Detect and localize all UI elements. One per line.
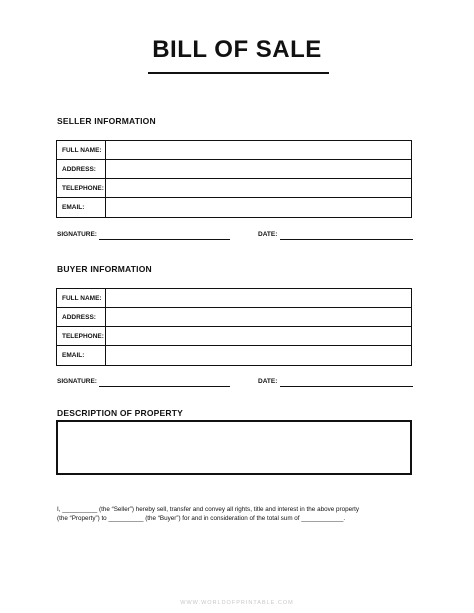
buyer-signature-field[interactable]: [99, 386, 230, 387]
buyer-telephone-field[interactable]: [106, 327, 411, 345]
seller-address-row: [57, 160, 411, 179]
buyer-address-label: ADDRESS:: [57, 308, 106, 326]
buyer-date-label: DATE:: [258, 378, 278, 385]
buyer-full-name-row: [57, 289, 411, 308]
seller-full-name-label: FULL NAME:: [57, 141, 106, 159]
buyer-section-heading: BUYER INFORMATION: [57, 264, 152, 274]
seller-telephone-row: [57, 179, 411, 198]
buyer-address-field[interactable]: [106, 308, 411, 326]
footer-watermark: WWW.WORLDOFPRINTABLE.COM: [180, 600, 294, 606]
seller-section-heading: SELLER INFORMATION: [57, 116, 156, 126]
buyer-full-name-label: FULL NAME:: [57, 289, 106, 307]
buyer-full-name-field[interactable]: [106, 289, 411, 307]
buyer-telephone-row: [57, 327, 411, 346]
buyer-signature-line: [57, 378, 413, 388]
seller-date-label: DATE:: [258, 231, 278, 238]
seller-email-row: [57, 198, 411, 217]
buyer-email-label: EMAIL:: [57, 346, 106, 365]
seller-address-label: ADDRESS:: [57, 160, 106, 178]
seller-signature-field[interactable]: [99, 239, 230, 240]
seller-full-name-field[interactable]: [106, 141, 411, 159]
buyer-date-field[interactable]: [280, 386, 413, 387]
seller-email-field[interactable]: [106, 198, 411, 217]
seller-signature-label: SIGNATURE:: [57, 231, 97, 238]
conveyance-statement: [57, 505, 417, 523]
seller-info-table: [56, 140, 412, 218]
statement-line-2: (the “Property”) to __________ (the “Buyer”) for and in consideration of the total sum of ____________.: [57, 515, 346, 522]
seller-email-label: EMAIL:: [57, 198, 106, 217]
title-underline: [148, 72, 329, 74]
seller-full-name-row: [57, 141, 411, 160]
buyer-info-table: [56, 288, 412, 366]
seller-signature-line: [57, 231, 413, 241]
description-field[interactable]: [56, 420, 412, 475]
statement-line-1: I, __________ (the “Seller”) hereby sell, transfer and convey all rights, title and interest in the above property: [57, 506, 360, 513]
document-title: BILL OF SALE: [152, 36, 322, 63]
buyer-email-field[interactable]: [106, 346, 411, 365]
buyer-address-row: [57, 308, 411, 327]
seller-address-field[interactable]: [106, 160, 411, 178]
seller-telephone-label: TELEPHONE:: [57, 179, 106, 197]
description-section-heading: DESCRIPTION OF PROPERTY: [57, 408, 183, 418]
seller-date-field[interactable]: [280, 239, 413, 240]
buyer-signature-label: SIGNATURE:: [57, 378, 97, 385]
buyer-email-row: [57, 346, 411, 365]
seller-telephone-field[interactable]: [106, 179, 411, 197]
buyer-telephone-label: TELEPHONE:: [57, 327, 106, 345]
